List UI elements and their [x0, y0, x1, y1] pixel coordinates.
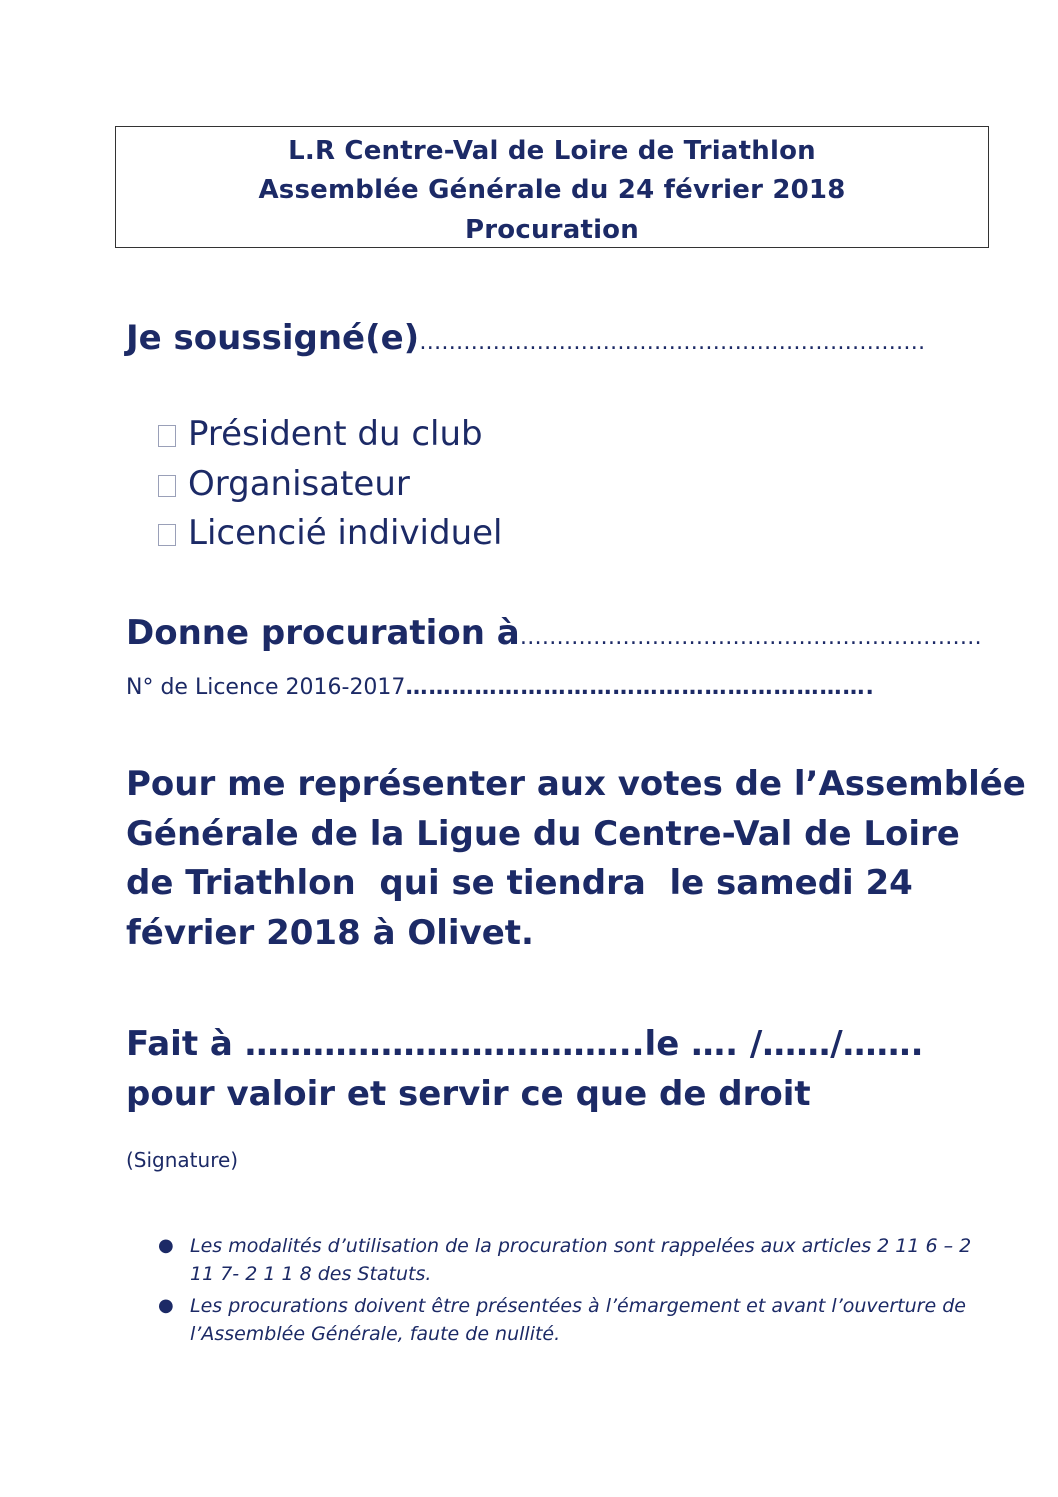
- purpose-line: Générale de la Ligue du Centre-Val de Loire: [126, 813, 960, 854]
- licence-dots: …………………………………………………….: [405, 675, 875, 700]
- note-line: Les procurations doivent être présentées à l’émargement et avant l’ouverture de: [190, 1295, 966, 1317]
- validity-line: pour valoir et servir ce que de droit: [126, 1073, 811, 1114]
- checkbox-icon[interactable]: [158, 425, 176, 447]
- list-item: [158, 1292, 966, 1348]
- document-title: Procuration: [465, 215, 639, 245]
- undersigned-field[interactable]: [126, 318, 925, 358]
- licence-field[interactable]: [126, 675, 875, 700]
- bullet-icon: ●: [158, 1235, 174, 1256]
- note-line: l’Assemblée Générale, faute de nullité.: [190, 1323, 561, 1345]
- done-at-block[interactable]: [126, 1020, 956, 1119]
- undersigned-label: Je soussigné(e): [126, 318, 420, 358]
- purpose-paragraph: [126, 760, 1026, 958]
- undersigned-dots: ……………………………………………………………: [419, 330, 926, 355]
- purpose-line: Pour me représenter aux votes de l’Assemblée: [126, 764, 1026, 804]
- proxy-dots: ………………………………………………………: [519, 625, 982, 650]
- option-organizer[interactable]: [158, 464, 410, 504]
- option-label: Licencié individuel: [188, 513, 503, 553]
- option-individual-licensee[interactable]: [158, 513, 503, 553]
- proxy-label: Donne procuration à: [126, 613, 520, 653]
- option-label: Organisateur: [188, 464, 410, 504]
- signature-label: (Signature): [126, 1148, 239, 1172]
- bullet-icon: ●: [158, 1295, 174, 1316]
- organization-title: L.R Centre-Val de Loire de Triathlon: [288, 136, 816, 166]
- done-at-line: Fait à ……………………………..le …. /……/…….: [126, 1024, 924, 1064]
- checkbox-icon[interactable]: [158, 475, 176, 497]
- checkbox-icon[interactable]: [158, 524, 176, 546]
- notes-list: [158, 1232, 972, 1352]
- note-line: Les modalités d’utilisation de la procuration sont rappelées aux articles 2 11 6 – 2: [190, 1235, 972, 1257]
- list-item: [158, 1232, 972, 1288]
- option-label: Président du club: [188, 414, 483, 454]
- header-box: [115, 126, 989, 248]
- note-line: 11 7- 2 1 1 8 des Statuts.: [190, 1263, 432, 1285]
- licence-label: N° de Licence 2016-2017: [126, 675, 406, 700]
- meeting-title: Assemblée Générale du 24 février 2018: [258, 175, 846, 205]
- purpose-line: de Triathlon qui se tiendra le samedi 24: [126, 863, 913, 903]
- option-club-president[interactable]: [158, 414, 483, 454]
- proxy-field[interactable]: [126, 613, 982, 653]
- purpose-line: février 2018 à Olivet.: [126, 912, 534, 953]
